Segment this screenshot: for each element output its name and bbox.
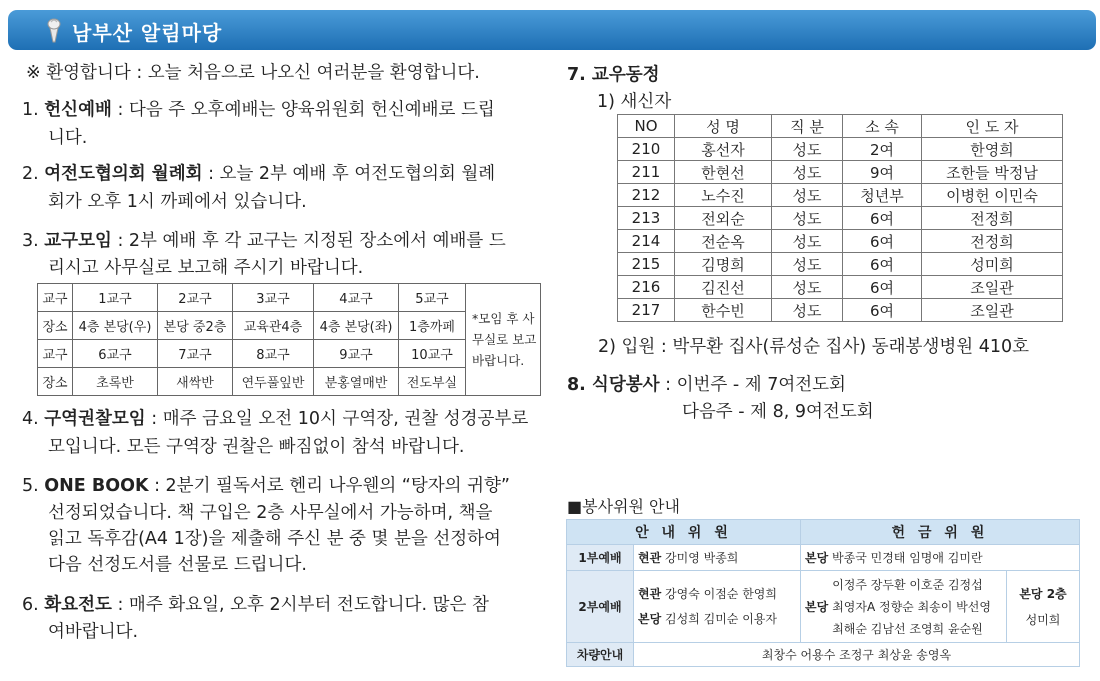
group-row-2: 장소 4층 본당(우) 본당 중2층 교육관4층 4층 본당(좌) 1층까페 — [38, 312, 541, 340]
section-8-title: 8. 식당봉사 — [567, 375, 660, 395]
item-6-title: 화요전도 — [44, 595, 112, 615]
item-6-line-2: 여바랍니다. — [48, 622, 139, 642]
welcome-text: ※ 환영합니다 : 오늘 처음으로 나오신 여러분을 환영합니다. — [26, 63, 480, 83]
group-row-4: 장소 초록반 새싹반 연두풀잎반 분홍열매반 전도부실 — [38, 368, 541, 396]
volunteers-row-2: 2부예배 현관 강영숙 이점순 한영희 본당 김성희 김미순 이용자 본당 이정주 장두환 이호준 김정섭 최영자A 정향순 최송이 박선영 최해순 김남선 조영희 윤순원 본당 2층 성미희 — [567, 571, 1080, 643]
item-5-title: ONE BOOK — [44, 476, 149, 496]
section-8-line-2: 다음주 - 제 8, 9여전도회 — [682, 402, 874, 422]
group-row-1: 교구 1교구 2교구 3교구 4교구 5교구 *모임 후 사무실로 보고 바랍니다. — [38, 284, 541, 312]
group-note: *모임 후 사무실로 보고 바랍니다. — [466, 284, 541, 396]
page-title: 남부산 알림마당 — [72, 21, 223, 45]
volunteers-header: 안 내 위 원 헌 금 위 원 — [567, 520, 1080, 545]
torch-icon — [42, 18, 66, 44]
table-row: 210 홍선자 성도 2여 한영희 — [618, 138, 1063, 161]
volunteers-row-1: 1부예배 현관 강미영 박종희 본당 박종국 민경태 임명애 김미란 — [567, 545, 1080, 571]
volunteers-row-3: 차량안내 최창수 어용수 조정구 최상윤 송영옥 — [567, 643, 1080, 667]
item-3-line-1: 3. 교구모임 : 2부 예배 후 각 교구는 지정된 장소에서 예배를 드 — [22, 231, 506, 251]
item-5-line-3: 읽고 독후감(A4 1장)을 제출해 주신 분 중 몇 분을 선정하여 — [48, 529, 501, 549]
table-row: 215 김명희 성도 6여 성미희 — [618, 253, 1063, 276]
new-members-table — [617, 114, 1063, 322]
table-row: 217 한수빈 성도 6여 조일관 — [618, 299, 1063, 322]
item-1-line-2: 니다. — [48, 128, 88, 148]
section-7-title: 7. 교우동정 — [567, 65, 660, 85]
item-4-title: 구역권찰모임 — [44, 409, 146, 429]
item-5-line-4: 다음 선정도서를 선물로 드립니다. — [48, 555, 307, 575]
table-row: 211 한현선 성도 9여 조한들 박정남 — [618, 161, 1063, 184]
table-row: 214 전순옥 성도 6여 전정희 — [618, 230, 1063, 253]
item-5-line-1: 5. ONE BOOK : 2분기 필독서로 헨리 나우웬의 “탕자의 귀향” — [22, 476, 511, 496]
item-1-title: 헌신예배 — [44, 100, 112, 120]
table-row: 212 노수진 성도 청년부 이병헌 이민숙 — [618, 184, 1063, 207]
item-2-line-1: 2. 여전도협의회 월례회 : 오늘 2부 예배 후 여전도협의회 월례 — [22, 164, 496, 184]
group-table — [37, 283, 541, 396]
section-8-line-1: 8. 식당봉사 : 이번주 - 제 7여전도회 — [567, 375, 846, 395]
table-row: 213 전외순 성도 6여 전정희 — [618, 207, 1063, 230]
item-6-line-1: 6. 화요전도 : 매주 화요일, 오후 2시부터 전도합니다. 많은 참 — [22, 595, 489, 615]
item-4-line-2: 모입니다. 모든 구역장 권찰은 빠짐없이 참석 바랍니다. — [48, 437, 465, 457]
item-3-line-2: 리시고 사무실로 보고해 주시기 바랍니다. — [48, 258, 364, 278]
item-4-line-1: 4. 구역권찰모임 : 매주 금요일 오전 10시 구역장, 권찰 성경공부로 — [22, 409, 529, 429]
group-row-3: 교구 6교구 7교구 8교구 9교구 10교구 — [38, 340, 541, 368]
item-2-title: 여전도협의회 월례회 — [44, 164, 203, 184]
item-3-title: 교구모임 — [44, 231, 112, 251]
table-row: 216 김진선 성도 6여 조일관 — [618, 276, 1063, 299]
item-1-line-1: 1. 헌신예배 : 다음 주 오후예배는 양육위원회 헌신예배로 드립 — [22, 100, 495, 120]
hospitalization-text: 2) 입원 : 박무환 집사(류성순 집사) 동래봉생병원 410호 — [598, 337, 1030, 357]
new-members-heading: 1) 새신자 — [597, 92, 672, 112]
volunteers-heading: ■봉사위원 안내 — [567, 497, 680, 516]
new-members-header: NO 성 명 직 분 소 속 인 도 자 — [618, 115, 1063, 138]
item-2-line-2: 회가 오후 1시 까페에서 있습니다. — [48, 192, 307, 212]
volunteers-table — [566, 519, 1080, 667]
item-5-line-2: 선정되었습니다. 책 구입은 2층 사무실에서 가능하며, 책을 — [48, 503, 493, 523]
header-bar — [8, 10, 1096, 50]
